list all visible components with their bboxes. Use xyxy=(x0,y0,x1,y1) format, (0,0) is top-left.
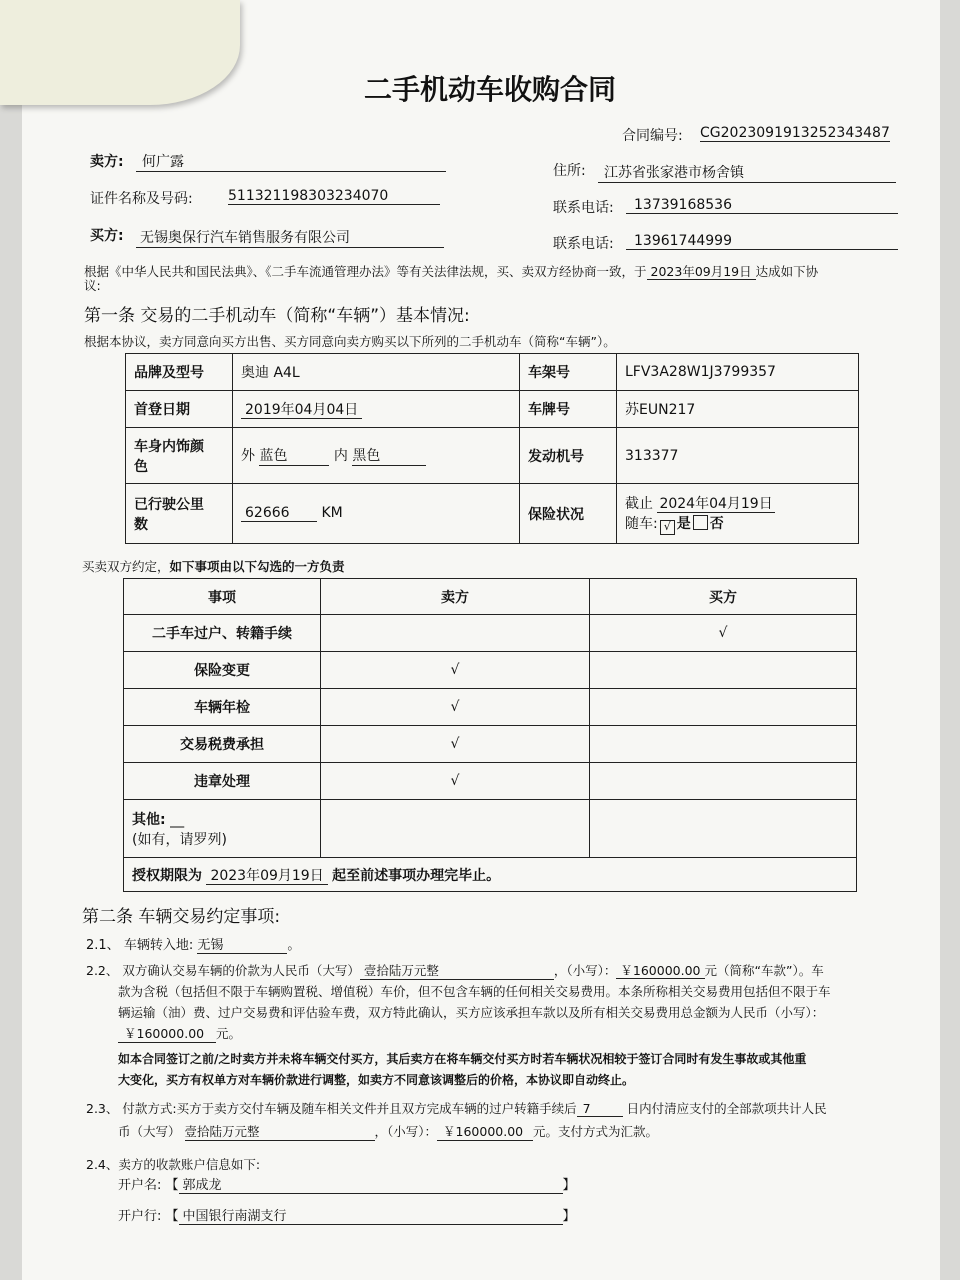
duty-buyer-check[interactable] xyxy=(590,689,857,726)
seller-phone-label: 联系电话: xyxy=(553,200,614,216)
clause-2-2-text-b: ，（小写）： xyxy=(553,963,617,978)
intro-text: 根据《中华人民共和国民法典》、《二手车流通管理办法》等有关法律法规，买、卖双方经协商一致，于 xyxy=(84,264,647,279)
article1-title: 第一条 交易的二手机动车（简称“车辆”）基本情况: xyxy=(84,306,470,326)
color-label-a: 车身内饰颜 xyxy=(134,438,204,455)
clause-2-3-text-c: ，（小写）： xyxy=(374,1124,438,1139)
insurance-no-label: 否 xyxy=(709,515,724,532)
clause-2-2-line3: 辆运输（油）费、过户交易费和评估验车费，双方特此确认，买方应该承担车款以及所有相关交易费用总金额为人民币（小写）： xyxy=(118,1005,825,1020)
insurance-yes-checkbox[interactable]: √ xyxy=(660,520,675,535)
duty-other-label: 其他: xyxy=(132,811,166,828)
duty-buyer-check[interactable]: √ xyxy=(590,615,857,652)
authorization-row xyxy=(124,858,857,892)
auth-date: 2023年09月19日 xyxy=(206,868,327,885)
bank-row xyxy=(118,1205,576,1225)
insurance-with-label: 随车: xyxy=(625,515,658,532)
duty-seller-check[interactable]: √ xyxy=(321,689,590,726)
clause-2-3-no: 2.3、 xyxy=(86,1101,119,1116)
bracket-right: 】 xyxy=(562,1209,576,1224)
duty-head-buyer: 买方 xyxy=(590,579,857,615)
mileage-label-b: 数 xyxy=(134,516,148,533)
duty-seller-check[interactable]: √ xyxy=(321,763,590,800)
price-lower: ￥160000.00 xyxy=(616,963,704,979)
reg-date-label: 首登日期 xyxy=(126,391,233,428)
interior-label: 内 xyxy=(333,448,348,464)
duty-other-blank: __ xyxy=(170,811,185,828)
duty-item: 交易税费承担 xyxy=(124,726,321,763)
plate-value: 苏EUN217 xyxy=(617,391,859,428)
buyer-phone: 13961744999 xyxy=(626,233,898,250)
account-name-label: 开户名: xyxy=(118,1178,162,1193)
duty-item: 违章处理 xyxy=(124,763,321,800)
insurance-label: 保险状况 xyxy=(520,484,617,544)
duty-other-note: (如有，请罗列) xyxy=(132,831,227,848)
price-upper: 壹拾陆万元整 xyxy=(360,961,554,980)
contract-no-label: 合同编号: xyxy=(622,128,683,144)
clause-2-2-line2: 款为含税（包括但不限于车辆购置税、增值税）车价，但不包含车辆的任何相关交易费用。本条所称相关交易费用包括但不限于车 xyxy=(118,984,831,999)
seller-name: 何广露 xyxy=(136,151,446,172)
buyer-phone-label: 联系电话: xyxy=(553,236,614,252)
reg-date-value: 2019年04月04日 xyxy=(241,402,362,419)
color-label xyxy=(126,428,233,484)
mileage-cell xyxy=(233,484,520,544)
contract-no: CG2023091913252343487 xyxy=(700,125,890,141)
vin-label: 车架号 xyxy=(520,354,617,391)
vin-value: LFV3A28W1J3799357 xyxy=(617,354,859,391)
duty-item: 保险变更 xyxy=(124,652,321,689)
plate-label: 车牌号 xyxy=(520,391,617,428)
agreement-date: 2023年09月19日 xyxy=(647,264,756,280)
vehicle-info-table xyxy=(125,353,859,544)
brand-label: 品牌及型号 xyxy=(126,354,233,391)
account-name-row xyxy=(118,1174,576,1194)
payment-days: 7 xyxy=(577,1101,623,1117)
intro-text-end: 达成如下协 xyxy=(755,264,819,279)
duty-seller-check[interactable] xyxy=(321,615,590,652)
article2-title: 第二条 车辆交易约定事项: xyxy=(82,907,281,927)
folded-page-corner xyxy=(0,0,240,105)
exterior-color: 蓝色 xyxy=(259,445,329,466)
clause-2-1-label: 车辆转入地: xyxy=(123,938,194,953)
duty-other-cell xyxy=(124,800,321,858)
reg-date-cell xyxy=(233,391,520,428)
mileage-unit: KM xyxy=(321,505,343,521)
clause-2-4-no: 2.4、 xyxy=(86,1157,119,1172)
insurance-until: 2024年04月19日 xyxy=(659,495,773,512)
article1-desc: 根据本协议，卖方同意向买方出售、买方同意向卖方购买以下所列的二手机动车（简称“车辆”）。 xyxy=(84,334,616,349)
seller-id: 511321198303234070 xyxy=(228,188,440,205)
duty-other-seller[interactable] xyxy=(321,800,590,858)
duty-other-buyer[interactable] xyxy=(590,800,857,858)
seller-label: 卖方: xyxy=(90,154,124,170)
duty-title xyxy=(82,557,345,575)
clause-2-2-text: 双方确认交易车辆的价款为人民币（大写） xyxy=(122,963,360,978)
duty-item: 车辆年检 xyxy=(124,689,321,726)
notice-line1: 如本合同签订之前/之时卖方并未将车辆交付买方，其后卖方在将车辆交付买方时若车辆状况相较于签订合同时有发生事故或其他重 xyxy=(118,1052,807,1066)
clause-2-2-end: 元。 xyxy=(216,1026,242,1041)
duty-head-seller: 卖方 xyxy=(321,579,590,615)
insurance-cell xyxy=(617,484,859,544)
clause-2-4-text: 卖方的收款账户信息如下: xyxy=(118,1157,261,1172)
clause-2-3-line1 xyxy=(86,1099,827,1117)
mileage-label-a: 已行驶公里 xyxy=(134,496,204,513)
seller-phone: 13739168536 xyxy=(626,197,898,214)
bracket-left: 【 xyxy=(165,1178,179,1193)
duty-table xyxy=(123,578,857,892)
duty-item: 二手车过户、转籍手续 xyxy=(124,615,321,652)
clause-2-4 xyxy=(86,1155,260,1173)
exterior-label: 外 xyxy=(241,448,255,464)
clause-2-2-line1 xyxy=(86,961,824,980)
color-label-b: 色 xyxy=(134,458,148,475)
bracket-left: 【 xyxy=(165,1209,179,1224)
clause-2-1 xyxy=(86,934,300,954)
clause-2-2-text-c: 元（简称“车款”）。车 xyxy=(704,963,824,978)
intro-cont: 议: xyxy=(84,278,101,293)
mileage-label xyxy=(126,484,233,544)
payment-upper: 壹拾陆万元整 xyxy=(185,1122,375,1141)
clause-2-3-rmb: 币（大写） xyxy=(118,1124,181,1139)
clause-2-1-no: 2.1、 xyxy=(86,938,120,953)
engine-label: 发动机号 xyxy=(520,428,617,484)
duty-buyer-check[interactable] xyxy=(590,763,857,800)
bracket-right: 】 xyxy=(562,1178,576,1193)
clause-2-1-end: 。 xyxy=(287,938,301,953)
buyer-name: 无锡奥保行汽车销售服务有限公司 xyxy=(136,227,444,248)
account-name: 郭成龙 xyxy=(179,1174,563,1194)
clause-2-3-line2 xyxy=(118,1122,658,1141)
engine-value: 313377 xyxy=(617,428,859,484)
duty-seller-check[interactable]: √ xyxy=(321,726,590,763)
duty-buyer-check[interactable] xyxy=(590,726,857,763)
duty-seller-check[interactable]: √ xyxy=(321,652,590,689)
clause-2-3-text-b: 日内付清应支付的全部款项共计人民 xyxy=(626,1101,827,1116)
color-cell xyxy=(233,428,520,484)
payment-lower: ￥160000.00 xyxy=(437,1122,533,1141)
brand-value: 奥迪 A4L xyxy=(233,354,520,391)
bank-name: 中国银行南湖支行 xyxy=(179,1205,563,1225)
doc-title: 二手机动车收购合同 xyxy=(364,73,617,106)
duty-head-item: 事项 xyxy=(124,579,321,615)
total-amount: ￥160000.00 xyxy=(118,1024,216,1043)
notice-line2: 大变化，买方有权单方对车辆价款进行调整，如卖方不同意该调整后的价格，本协议即自动终止。 xyxy=(118,1073,635,1087)
auth-label: 授权期限为 xyxy=(132,867,202,884)
insurance-no-checkbox[interactable] xyxy=(693,515,708,530)
clause-2-3-text: 付款方式:买方于卖方交付车辆及随车相关文件并且双方完成车辆的过户转籍手续后 xyxy=(122,1101,577,1116)
transfer-city: 无锡 xyxy=(197,934,287,954)
buyer-label: 买方: xyxy=(90,228,124,244)
intro-line xyxy=(84,262,818,280)
seller-address: 江苏省张家港市杨舍镇 xyxy=(598,162,896,183)
auth-label-end: 起至前述事项办理完毕止。 xyxy=(332,867,501,884)
duty-buyer-check[interactable] xyxy=(590,652,857,689)
insurance-until-label: 截止 xyxy=(625,495,653,512)
clause-2-2-line4 xyxy=(118,1024,241,1043)
interior-color: 黑色 xyxy=(352,445,426,466)
seller-id-label: 证件名称及号码: xyxy=(90,191,193,207)
clause-2-2-no: 2.2、 xyxy=(86,963,119,978)
duty-title-a: 买卖双方约定， xyxy=(82,559,170,574)
clause-2-3-end: 元。支付方式为汇款。 xyxy=(533,1124,659,1139)
insurance-yes-label: 是 xyxy=(676,515,691,532)
duty-title-b: 如下事项由以下勾选的一方负责 xyxy=(169,559,345,574)
seller-address-label: 住所: xyxy=(553,163,586,179)
bank-label: 开户行: xyxy=(118,1209,162,1224)
mileage-value: 62666 xyxy=(241,505,317,522)
